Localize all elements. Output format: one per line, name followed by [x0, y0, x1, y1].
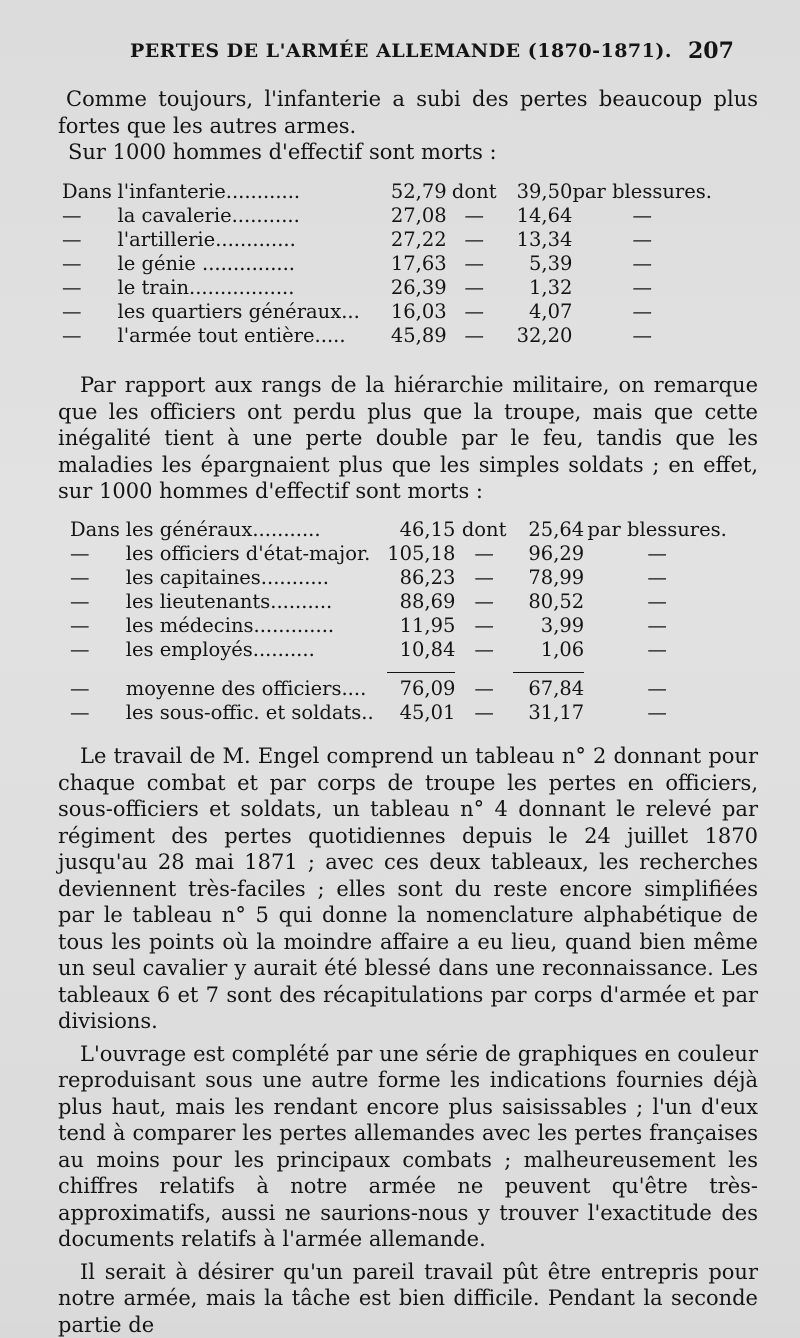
row-total-deaths: 46,15 — [387, 518, 455, 542]
row-label: les capitaines........... — [126, 566, 387, 590]
row-prefix: — — [62, 252, 117, 276]
row-total-deaths: 27,22 — [378, 228, 447, 252]
row-connector: — — [455, 542, 512, 566]
table-row — [70, 701, 730, 725]
row-suffix: — — [584, 566, 730, 590]
row-suffix: — — [584, 638, 730, 662]
row-wound-deaths: 32,20 — [502, 324, 573, 348]
table-row — [62, 276, 712, 300]
row-connector: — — [447, 204, 502, 228]
row-suffix: par blessures. — [584, 518, 730, 542]
row-wound-deaths: 39,50 — [502, 180, 573, 204]
row-connector: — — [447, 300, 502, 324]
row-prefix: — — [62, 276, 117, 300]
row-suffix: — — [572, 324, 712, 348]
table-row — [62, 180, 712, 204]
row-label: les officiers d'état-major. — [126, 542, 387, 566]
row-wound-deaths: 67,84 — [513, 673, 584, 702]
row-prefix: — — [62, 204, 117, 228]
row-label: la cavalerie........... — [117, 204, 377, 228]
row-connector: — — [455, 590, 512, 614]
table-row — [70, 614, 730, 638]
row-wound-deaths: 31,17 — [513, 701, 584, 725]
table-row — [62, 252, 712, 276]
row-suffix: — — [572, 204, 712, 228]
row-wound-deaths: 25,64 — [513, 518, 584, 542]
table-row — [70, 638, 730, 662]
intro-text — [58, 86, 758, 166]
row-label: les quartiers généraux... — [117, 300, 377, 324]
engel-paragraph: Le travail de M. Engel comprend un tableau n° 2 donnant pour chaque combat et par corps de troupe les pertes en officiers, sous-officiers et soldats, un tableau n° 4 donnant le relevé par régiment des pertes quotidiennes depuis le 24 juillet 1870 jusqu'au 28 mai 1871 ; avec ces deux tableaux, les recherches deviennent très-faciles ; elles sont du reste encore simplifiées par le tableau n° 5 qui donne la nomenclature alphabétique de tous les points où la moindre affaire a eu lieu, quand bien même un seul cavalier y aurait été blessé dans une reconnaissance. Les tableaux 6 et 7 sont des récapitulations par corps d'armée et par divisions. — [58, 743, 758, 1035]
row-prefix: — — [70, 614, 126, 638]
row-wound-deaths: 14,64 — [502, 204, 573, 228]
row-wound-deaths: 5,39 — [502, 252, 573, 276]
running-title: PERTES DE L'ARMÉE ALLEMANDE (1870-1871). — [130, 40, 672, 62]
row-total-deaths: 17,63 — [378, 252, 447, 276]
row-suffix: — — [584, 542, 730, 566]
row-label: les généraux........... — [126, 518, 387, 542]
row-connector: — — [447, 324, 502, 348]
table-row — [70, 673, 730, 702]
table-row — [70, 566, 730, 590]
row-wound-deaths: 1,06 — [513, 638, 584, 662]
row-label: l'artillerie............. — [117, 228, 377, 252]
row-total-deaths: 88,69 — [387, 590, 455, 614]
row-prefix: — — [70, 638, 126, 662]
row-label: les sous-offic. et soldats.. — [126, 701, 387, 725]
row-connector: — — [455, 673, 512, 702]
row-label: le train................. — [117, 276, 377, 300]
row-wound-deaths: 78,99 — [513, 566, 584, 590]
row-prefix: — — [70, 701, 126, 725]
row-total-deaths: 11,95 — [387, 614, 455, 638]
row-label: moyenne des officiers.... — [126, 673, 387, 702]
table-row — [62, 324, 712, 348]
row-suffix: — — [584, 701, 730, 725]
table-spacer — [70, 662, 730, 673]
row-prefix: — — [62, 228, 117, 252]
row-prefix: — — [70, 673, 126, 702]
table-row — [70, 518, 730, 542]
row-connector: — — [447, 276, 502, 300]
row-total-deaths: 16,03 — [378, 300, 447, 324]
row-suffix: — — [572, 228, 712, 252]
row-total-deaths: 52,79 — [378, 180, 447, 204]
table-row — [70, 542, 730, 566]
row-wound-deaths: 3,99 — [513, 614, 584, 638]
row-suffix: — — [584, 673, 730, 702]
row-total-deaths: 26,39 — [378, 276, 447, 300]
row-label: l'infanterie............ — [117, 180, 377, 204]
row-wound-deaths: 4,07 — [502, 300, 573, 324]
row-suffix: — — [584, 614, 730, 638]
row-wound-deaths: 80,52 — [513, 590, 584, 614]
row-total-deaths: 10,84 — [387, 638, 455, 662]
losses-by-arm-table — [62, 180, 712, 348]
row-connector: dont — [455, 518, 512, 542]
table-row — [62, 204, 712, 228]
row-prefix: Dans — [70, 518, 126, 542]
row-suffix: — — [572, 252, 712, 276]
row-connector: — — [455, 614, 512, 638]
row-wound-deaths: 1,32 — [502, 276, 573, 300]
row-suffix: — — [572, 300, 712, 324]
row-connector: dont — [447, 180, 502, 204]
graphics-paragraph: L'ouvrage est complété par une série de graphiques en couleur reproduisant sous une autre forme les indications fournies déjà plus haut, mais les rendant encore plus saisissables ; l'un d'eux tend à comparer les pertes allemandes avec les pertes françaises au moins pour les principaux combats ; malheureusement les chiffres relatifs à notre armée ne peuvent qu'être très-approximatifs, aussi ne saurions-nous y trouver l'exactitude des documents relatifs à l'armée allemande. — [58, 1041, 758, 1253]
page-number: 207 — [688, 38, 734, 64]
table-row — [62, 228, 712, 252]
closing-text — [58, 743, 758, 1338]
row-label: l'armée tout entière..... — [117, 324, 377, 348]
row-prefix: — — [70, 590, 126, 614]
row-total-deaths: 27,08 — [378, 204, 447, 228]
table-row — [70, 590, 730, 614]
rank-paragraph: Par rapport aux rangs de la hiérarchie militaire, on remarque que les officiers ont perdu plus que la troupe, mais que cette inégalité tient à une perte double par le feu, tandis que les maladies les épargnaient plus que les simples soldats ; en effet, sur 1000 hommes d'effectif sont morts : — [58, 372, 758, 505]
row-connector: — — [447, 252, 502, 276]
row-prefix: — — [62, 324, 117, 348]
row-label: les employés.......... — [126, 638, 387, 662]
row-total-deaths: 76,09 — [387, 673, 455, 702]
row-connector: — — [455, 701, 512, 725]
row-prefix: — — [70, 566, 126, 590]
intro-lead: Sur 1000 hommes d'effectif sont morts : — [58, 139, 758, 166]
row-suffix: — — [572, 276, 712, 300]
row-connector: — — [447, 228, 502, 252]
row-label: le génie ............... — [117, 252, 377, 276]
middle-text — [58, 372, 758, 505]
row-prefix: — — [62, 300, 117, 324]
row-total-deaths: 45,01 — [387, 701, 455, 725]
row-prefix: Dans — [62, 180, 117, 204]
intro-paragraph: Comme toujours, l'infanterie a subi des pertes beaucoup plus fortes que les autres armes. — [58, 86, 758, 139]
losses-by-rank-table — [70, 518, 730, 725]
row-total-deaths: 105,18 — [387, 542, 455, 566]
row-connector: — — [455, 638, 512, 662]
row-total-deaths: 86,23 — [387, 566, 455, 590]
row-connector: — — [455, 566, 512, 590]
running-head — [0, 40, 800, 70]
row-suffix: — — [584, 590, 730, 614]
final-paragraph: Il serait à désirer qu'un pareil travail pût être entrepris pour notre armée, mais la tâche est bien difficile. Pendant la seconde partie de — [58, 1259, 758, 1338]
row-suffix: par blessures. — [572, 180, 712, 204]
row-wound-deaths: 13,34 — [502, 228, 573, 252]
row-total-deaths: 45,89 — [378, 324, 447, 348]
row-wound-deaths: 96,29 — [513, 542, 584, 566]
row-label: les lieutenants.......... — [126, 590, 387, 614]
row-prefix: — — [70, 542, 126, 566]
row-label: les médecins............. — [126, 614, 387, 638]
table-row — [62, 300, 712, 324]
